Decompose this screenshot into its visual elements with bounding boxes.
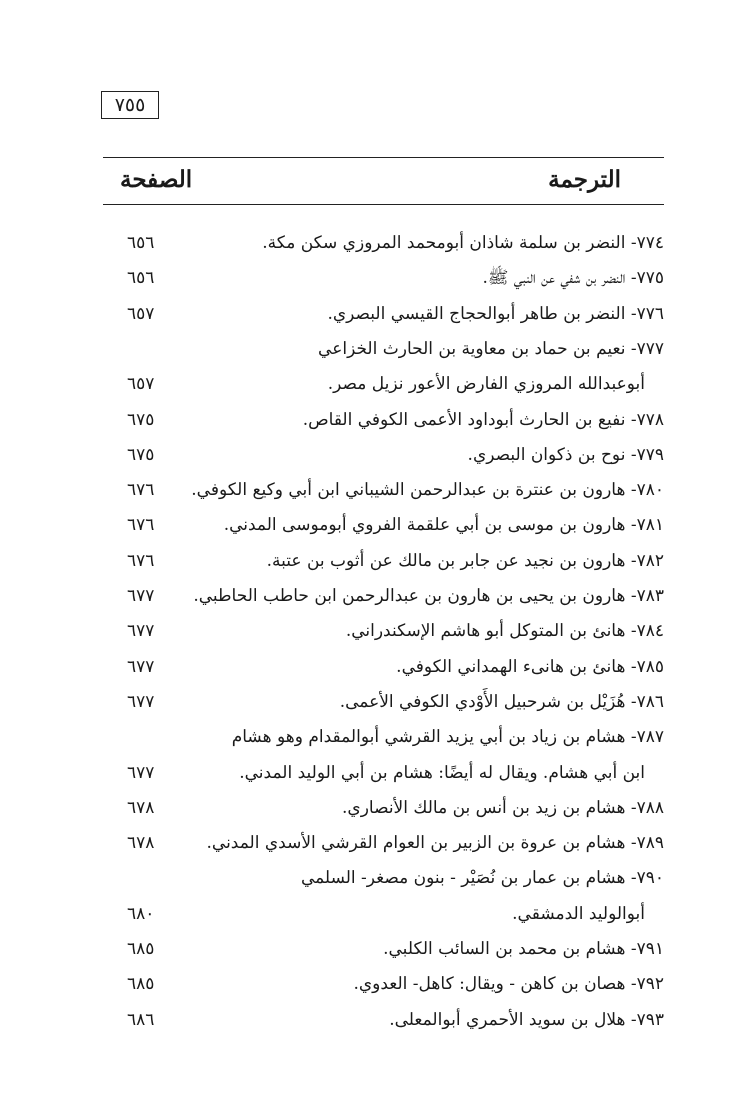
entry-page-number: ٦٧٦ <box>127 550 155 571</box>
column-header-entry: الترجمة <box>548 166 621 193</box>
entry-text: ٧٩٠- هشام بن عمار بن نُصَيْر - بنون مصغر- السلمي <box>300 868 664 889</box>
entry-text: ٧٧٦- النضر بن طاهر أبوالحجاج القيسي البصري. <box>327 303 664 324</box>
index-entry <box>0 228 743 258</box>
index-entry <box>0 299 743 329</box>
index-entry <box>0 475 743 505</box>
index-entry <box>0 405 743 435</box>
entry-page-number: ٦٧٧ <box>127 762 155 783</box>
index-entry <box>0 899 743 929</box>
entry-page-number: ٦٨٥ <box>127 939 155 959</box>
index-entry <box>0 510 743 540</box>
entry-page-number: ٦٧٧ <box>127 621 155 642</box>
entry-text: ٧٨٦- هُزَيْل بن شرحبيل الأَوْدي الكوفي الأعمى. <box>339 691 664 712</box>
entry-text: ٧٩٢- هصان بن كاهن - ويقال: كاهل- العدوي. <box>353 974 664 995</box>
index-entry <box>0 793 743 823</box>
index-entry <box>0 934 743 964</box>
entry-text: ابن أبي هشام. ويقال له أيضًا: هشام بن أبي الوليد المدني. <box>239 762 645 783</box>
entry-text: ٧٨٢- هارون بن نجيد عن جابر بن مالك عن أثوب بن عتبة. <box>266 550 664 571</box>
index-entry <box>0 369 743 399</box>
entry-page-number: ٦٧٨ <box>127 797 155 818</box>
entry-text: ٧٨٠- هارون بن عنترة بن عبدالرحمن الشيباني ابن أبي وكيع الكوفي. <box>191 480 664 501</box>
index-entry <box>0 758 743 788</box>
entry-page-number: ٦٨٠ <box>127 903 155 924</box>
entry-text: ٧٨٩- هشام بن عروة بن الزبير بن العوام القرشي الأسدي المدني. <box>206 833 664 854</box>
entry-page-number: ٦٨٥ <box>127 974 155 995</box>
entry-page-number: ٦٨٦ <box>127 1009 155 1030</box>
index-entry <box>0 969 743 999</box>
index-entry <box>0 863 743 893</box>
entry-text: ٧٨٨- هشام بن زيد بن أنس بن مالك الأنصاري. <box>341 797 664 818</box>
entry-page-number: ٦٧٨ <box>127 833 155 854</box>
index-entry <box>0 334 743 364</box>
entry-page-number: ٦٧٧ <box>127 586 155 606</box>
entry-page-number: ٦٧٥ <box>127 444 155 465</box>
entry-page-number: ٦٧٧ <box>127 691 155 712</box>
index-entry <box>0 722 743 752</box>
entry-text: ٧٩١- هشام بن محمد بن السائب الكلبي. <box>383 939 664 959</box>
entry-text: أبوالوليد الدمشقي. <box>512 903 645 924</box>
column-header-page: الصفحة <box>120 166 193 193</box>
entry-text: ٧٧٤- النضر بن سلمة شاذان أبومحمد المروزي سكن مكة. <box>262 233 664 253</box>
index-entry <box>0 263 743 293</box>
entry-text: ٧٧٧- نعيم بن حماد بن معاوية بن الحارث الخزاعي <box>318 338 664 359</box>
index-entry <box>0 652 743 682</box>
index-entry <box>0 1005 743 1035</box>
entry-page-number: ٦٥٧ <box>127 303 155 324</box>
entry-text: ٧٧٥- النضر بن شفي عن النبي ﷺ. <box>482 268 664 289</box>
entry-text: ٧٨٤- هانئ بن المتوكل أبو هاشم الإسكندراني. <box>345 621 664 642</box>
entry-page-number: ٦٧٦ <box>127 480 155 501</box>
entry-text: ٧٨١- هارون بن موسى بن أبي علقمة الفروي أبوموسى المدني. <box>223 515 664 536</box>
entry-text: أبوعبدالله المروزي الفارض الأعور نزيل مصر. <box>327 374 645 395</box>
entry-text: ٧٨٥- هانئ بن هانىء الهمداني الكوفي. <box>396 656 664 677</box>
entry-page-number: ٦٥٧ <box>127 374 155 395</box>
entry-page-number: ٦٥٦ <box>127 233 155 253</box>
entry-text: ٧٨٧- هشام بن زياد بن أبي يزيد القرشي أبوالمقدام وهو هشام <box>231 727 664 748</box>
index-entry <box>0 616 743 646</box>
entry-page-number: ٦٧٥ <box>127 409 155 430</box>
entry-page-number: ٦٧٧ <box>127 656 155 677</box>
entry-page-number: ٦٧٦ <box>127 515 155 536</box>
entry-text: ٧٩٣- هلال بن سويد الأحمري أبوالمعلى. <box>389 1009 664 1030</box>
index-entry <box>0 440 743 470</box>
index-entry <box>0 687 743 717</box>
entry-text: ٧٨٣- هارون بن يحيى بن هارون بن عبدالرحمن ابن حاطب الحاطبي. <box>193 586 664 606</box>
index-entry <box>0 581 743 611</box>
index-entry <box>0 828 743 858</box>
entry-text: ٧٧٨- نفيع بن الحارث أبوداود الأعمى الكوفي القاص. <box>302 409 664 430</box>
index-entry <box>0 546 743 576</box>
entry-page-number: ٦٥٦ <box>127 268 155 289</box>
page-number: ٧٥٥ <box>101 91 159 119</box>
entry-text: ٧٧٩- نوح بن ذكوان البصري. <box>467 444 664 465</box>
